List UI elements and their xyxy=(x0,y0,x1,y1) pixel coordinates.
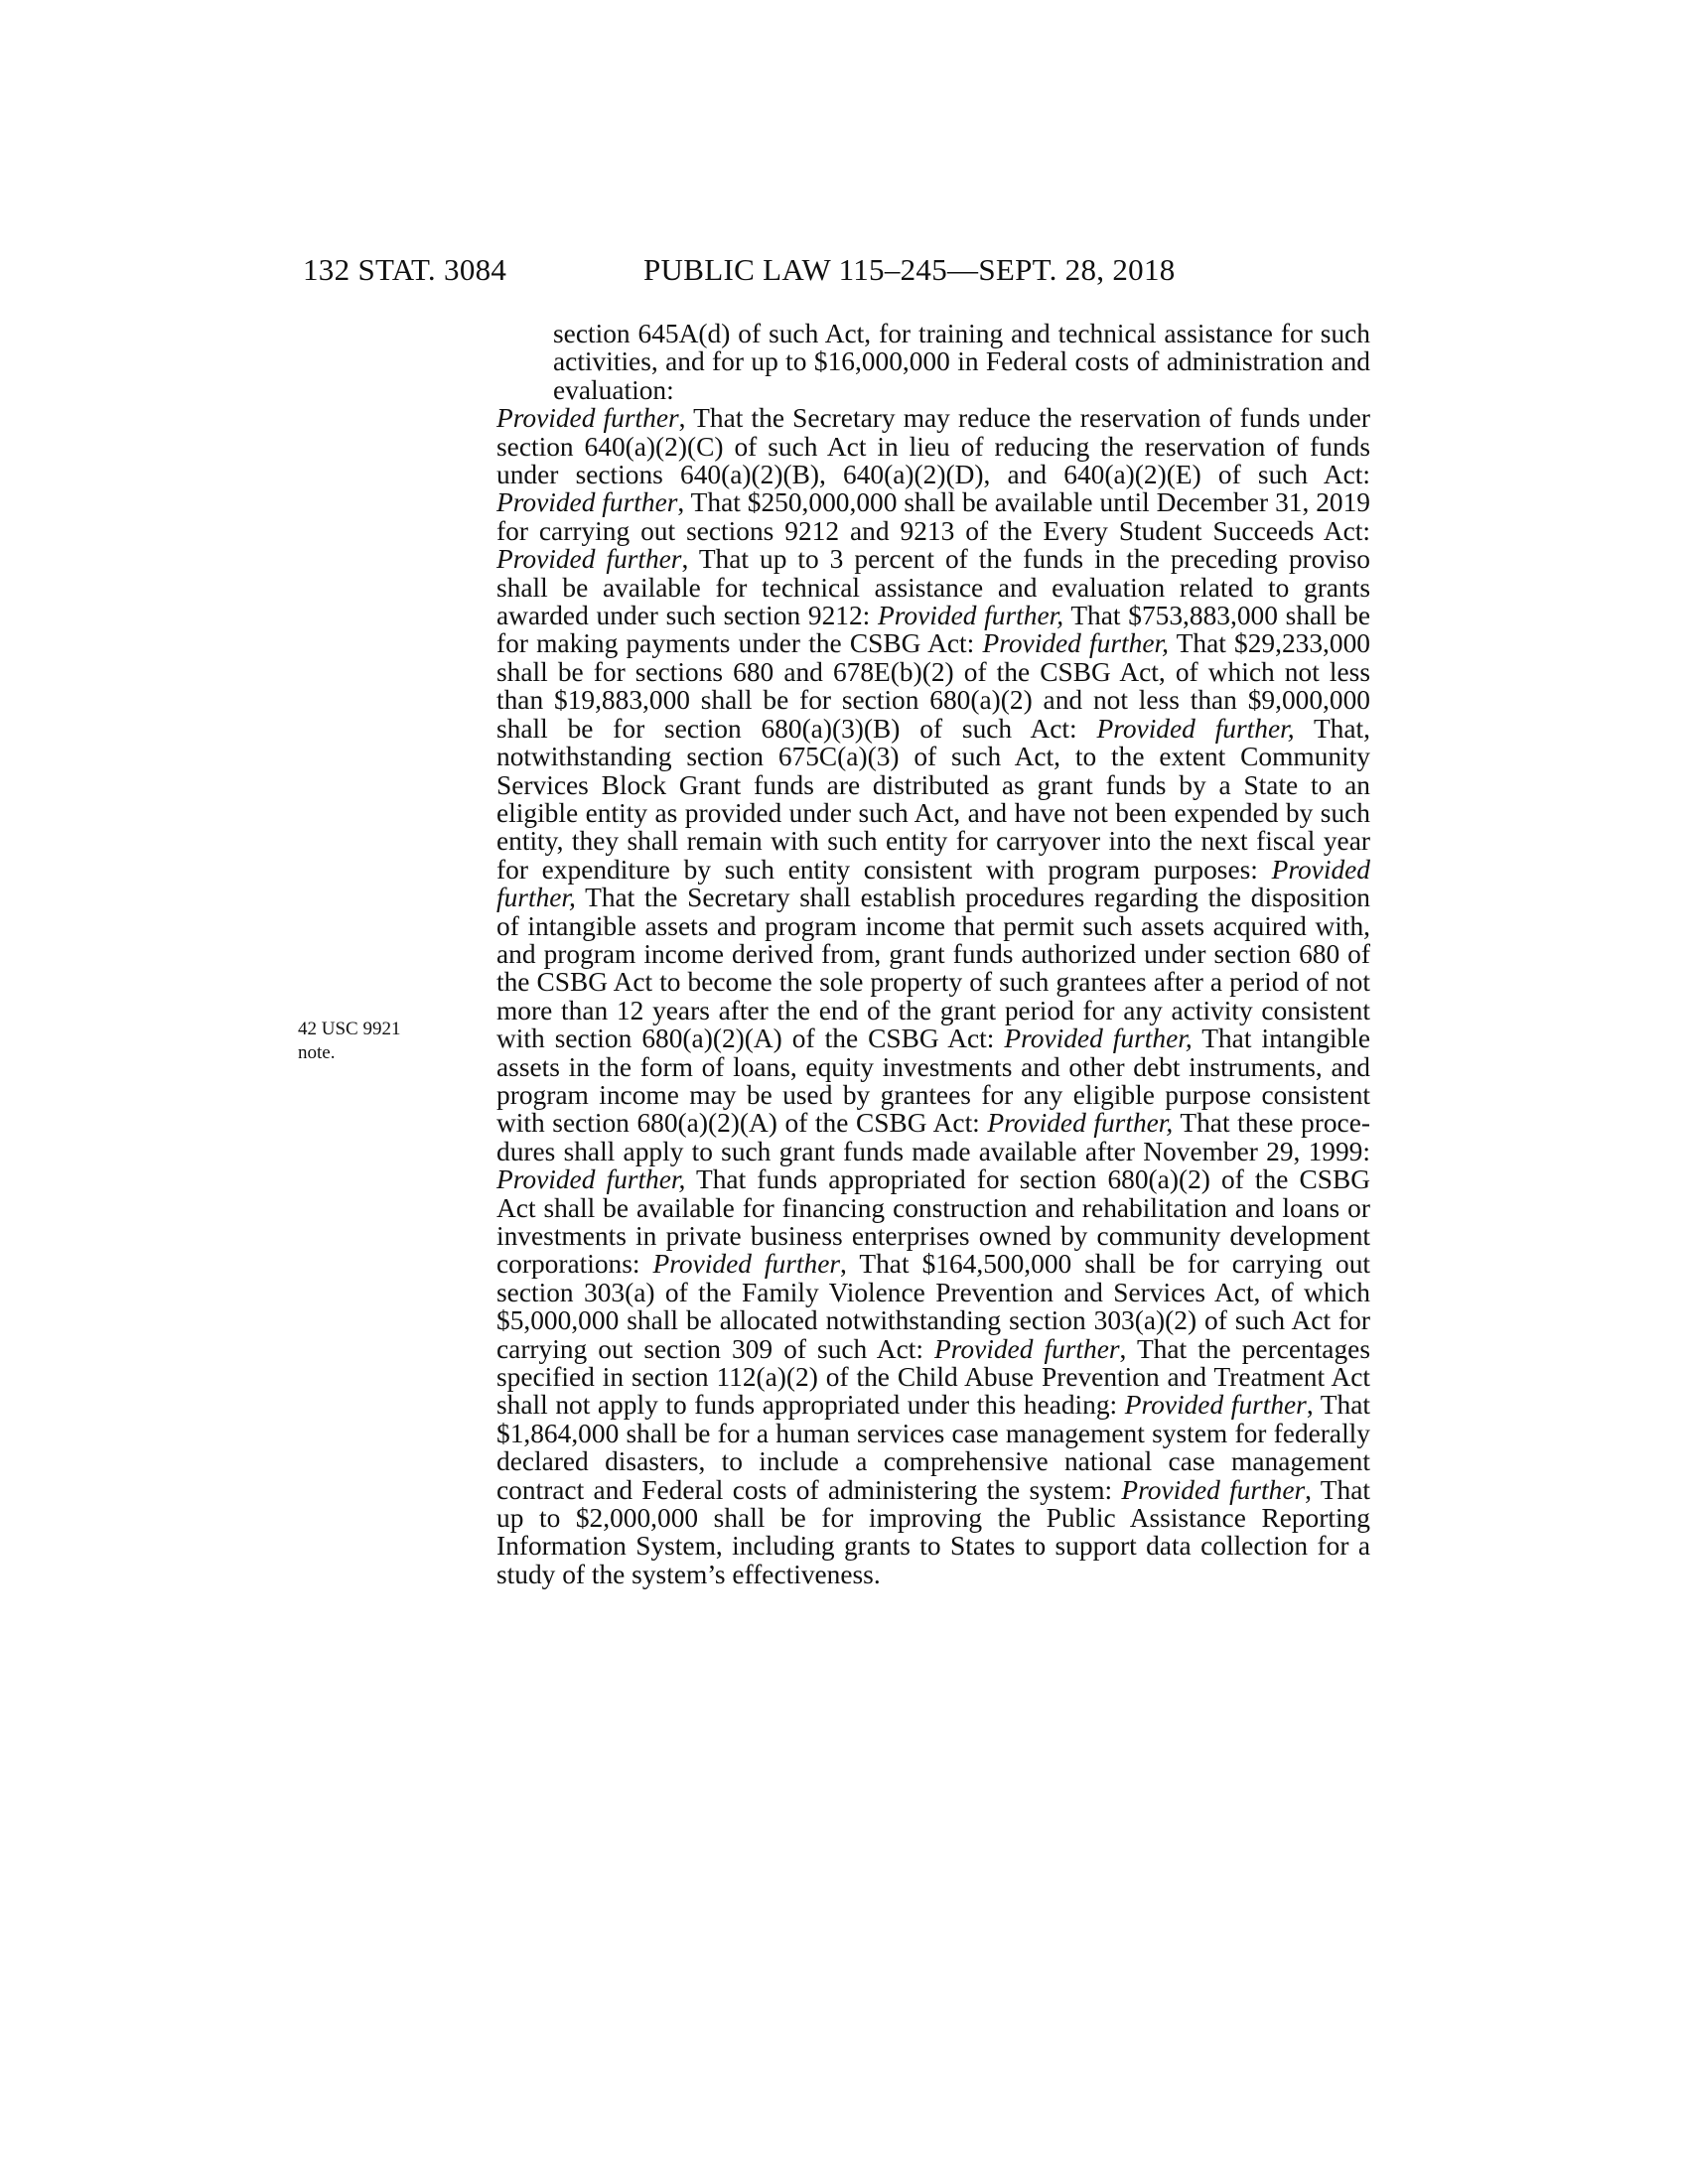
proviso-italic: Provided further xyxy=(1121,1474,1306,1505)
statute-body-text xyxy=(496,320,1370,1588)
proviso-italic: Provided further xyxy=(496,544,682,575)
proviso-text: That these procedures shall apply to such grant funds made available after November 29, 1999: xyxy=(496,1108,1370,1166)
proviso-italic: Provided further, xyxy=(987,1108,1174,1139)
public-law-title: PUBLIC LAW 115–245—SEPT. 28, 2018 xyxy=(643,252,1176,287)
proviso-text: , That the Secretary may reduce the reservation of funds under section 640(a)(2)(C) of such Act in lieu of reducing the reservation of funds under sections 640(a)(2)(B), 640(a)(2)(D), and 640(a)(2)(E) of such Act: xyxy=(496,403,1370,490)
proviso-italic: Provided further, xyxy=(1004,1024,1193,1054)
proviso-italic: Provided further xyxy=(496,403,679,434)
provisos-paragraph xyxy=(496,404,1370,1588)
proviso-italic: Provided further, xyxy=(878,601,1064,631)
proviso-italic: Provided further, xyxy=(982,628,1169,659)
running-header xyxy=(303,250,1373,290)
proviso-text: , That the percentages specified in section 112(a)(2) of the Child Abuse Prevention and Treatment Act shall not apply to funds appropriated under this heading: xyxy=(496,1333,1370,1421)
proviso-text: That $29,233,000 shall be for sections 680 and 678E(b)(2) of the CSBG Act, of which not less than $19,883,000 shall be for section 680(a)(2) and not less than $9,000,000 shall be for section 680(a)(3)(B) of such Act: xyxy=(496,628,1370,744)
proviso-italic: Provided further xyxy=(934,1333,1120,1364)
proviso-text: , That $250,000,000 shall be available until December 31, 2019 for carrying out sections 9212 and 9213 of the Every Student Succeeds Act: xyxy=(496,487,1370,546)
statute-page-number: 132 STAT. 3084 xyxy=(303,252,507,287)
margin-citation-line: note. xyxy=(298,1042,336,1063)
proviso-italic: Provided further, xyxy=(496,854,1370,913)
proviso-text: That $753,883,000 shall be for making payments under the CSBG Act: xyxy=(496,601,1370,659)
proviso-text: That intangible assets in the form of loans, equity investments and other debt instruments, and program income may be used by grantees for any eligible purpose consistent with section 680(a)(2)(A) of the CSBG Act: xyxy=(496,1024,1370,1139)
margin-citation-note xyxy=(298,1018,447,1065)
proviso-italic: Provided further, xyxy=(496,1164,686,1195)
proviso-italic: Provided further xyxy=(496,487,678,518)
proviso-text: , That $164,500,000 shall be for carrying out section 303(a) of the Family Violence Prevention and Services Act, of which $5,000,000 shall be allocated notwithstanding section 303(a)(2) of such Act for carrying out section 309 of such Act: xyxy=(496,1249,1371,1364)
proviso-text: That funds appropriated for section 680(a)(2) of the CSBG Act shall be available for financing construction and rehabilitation and loans or investments in private business enterprises owned by community development corporations: xyxy=(496,1164,1370,1280)
proviso-italic: Provided further xyxy=(652,1249,841,1280)
proviso-italic: Provided further, xyxy=(1096,713,1295,744)
margin-citation-line: 42 USC 9921 xyxy=(298,1019,401,1039)
proviso-text: , That $1,864,000 shall be for a human services case management system for federally declared disasters, to include a comprehensive national case management contract and Federal costs of administering the system: xyxy=(496,1390,1370,1505)
proviso-text: That, notwithstanding section 675C(a)(3) of such Act, to the extent Community Services Block Grant funds are distributed as grant funds by a State to an eligible entity as provided under such Act, and have not been expended by such entity, they shall remain with such entity for carryover into the next fiscal year for expenditure by such entity consistent with program purposes: xyxy=(496,713,1370,885)
proviso-text: , That up to 3 percent of the funds in the preceding proviso shall be available for technical assistance and evaluation related to grants awarded under such section 9212: xyxy=(496,544,1370,631)
proviso-italic: Provided further xyxy=(1124,1390,1307,1421)
continued-paragraph: section 645A(d) of such Act, for training and technical assistance for such activities, and for up to $16,000,000 in Federal costs of administration and evaluation: xyxy=(553,319,1370,405)
proviso-text: That the Secretary shall establish procedures regarding the disposition of intangible assets and program income that permit such assets acquired with, and program income derived from, grant funds authorized under section 680 of the CSBG Act to become the sole property of such grantees after a period of not more than 12 years after the end of the grant period for any activity consistent with section 680(a)(2)(A) of the CSBG Act: xyxy=(496,883,1370,1054)
proviso-text: , That up to $2,000,000 shall be for improving the Public Assistance Reporting Information System, including grants to States to support data collection for a study of the system’s effectiveness. xyxy=(496,1474,1370,1589)
